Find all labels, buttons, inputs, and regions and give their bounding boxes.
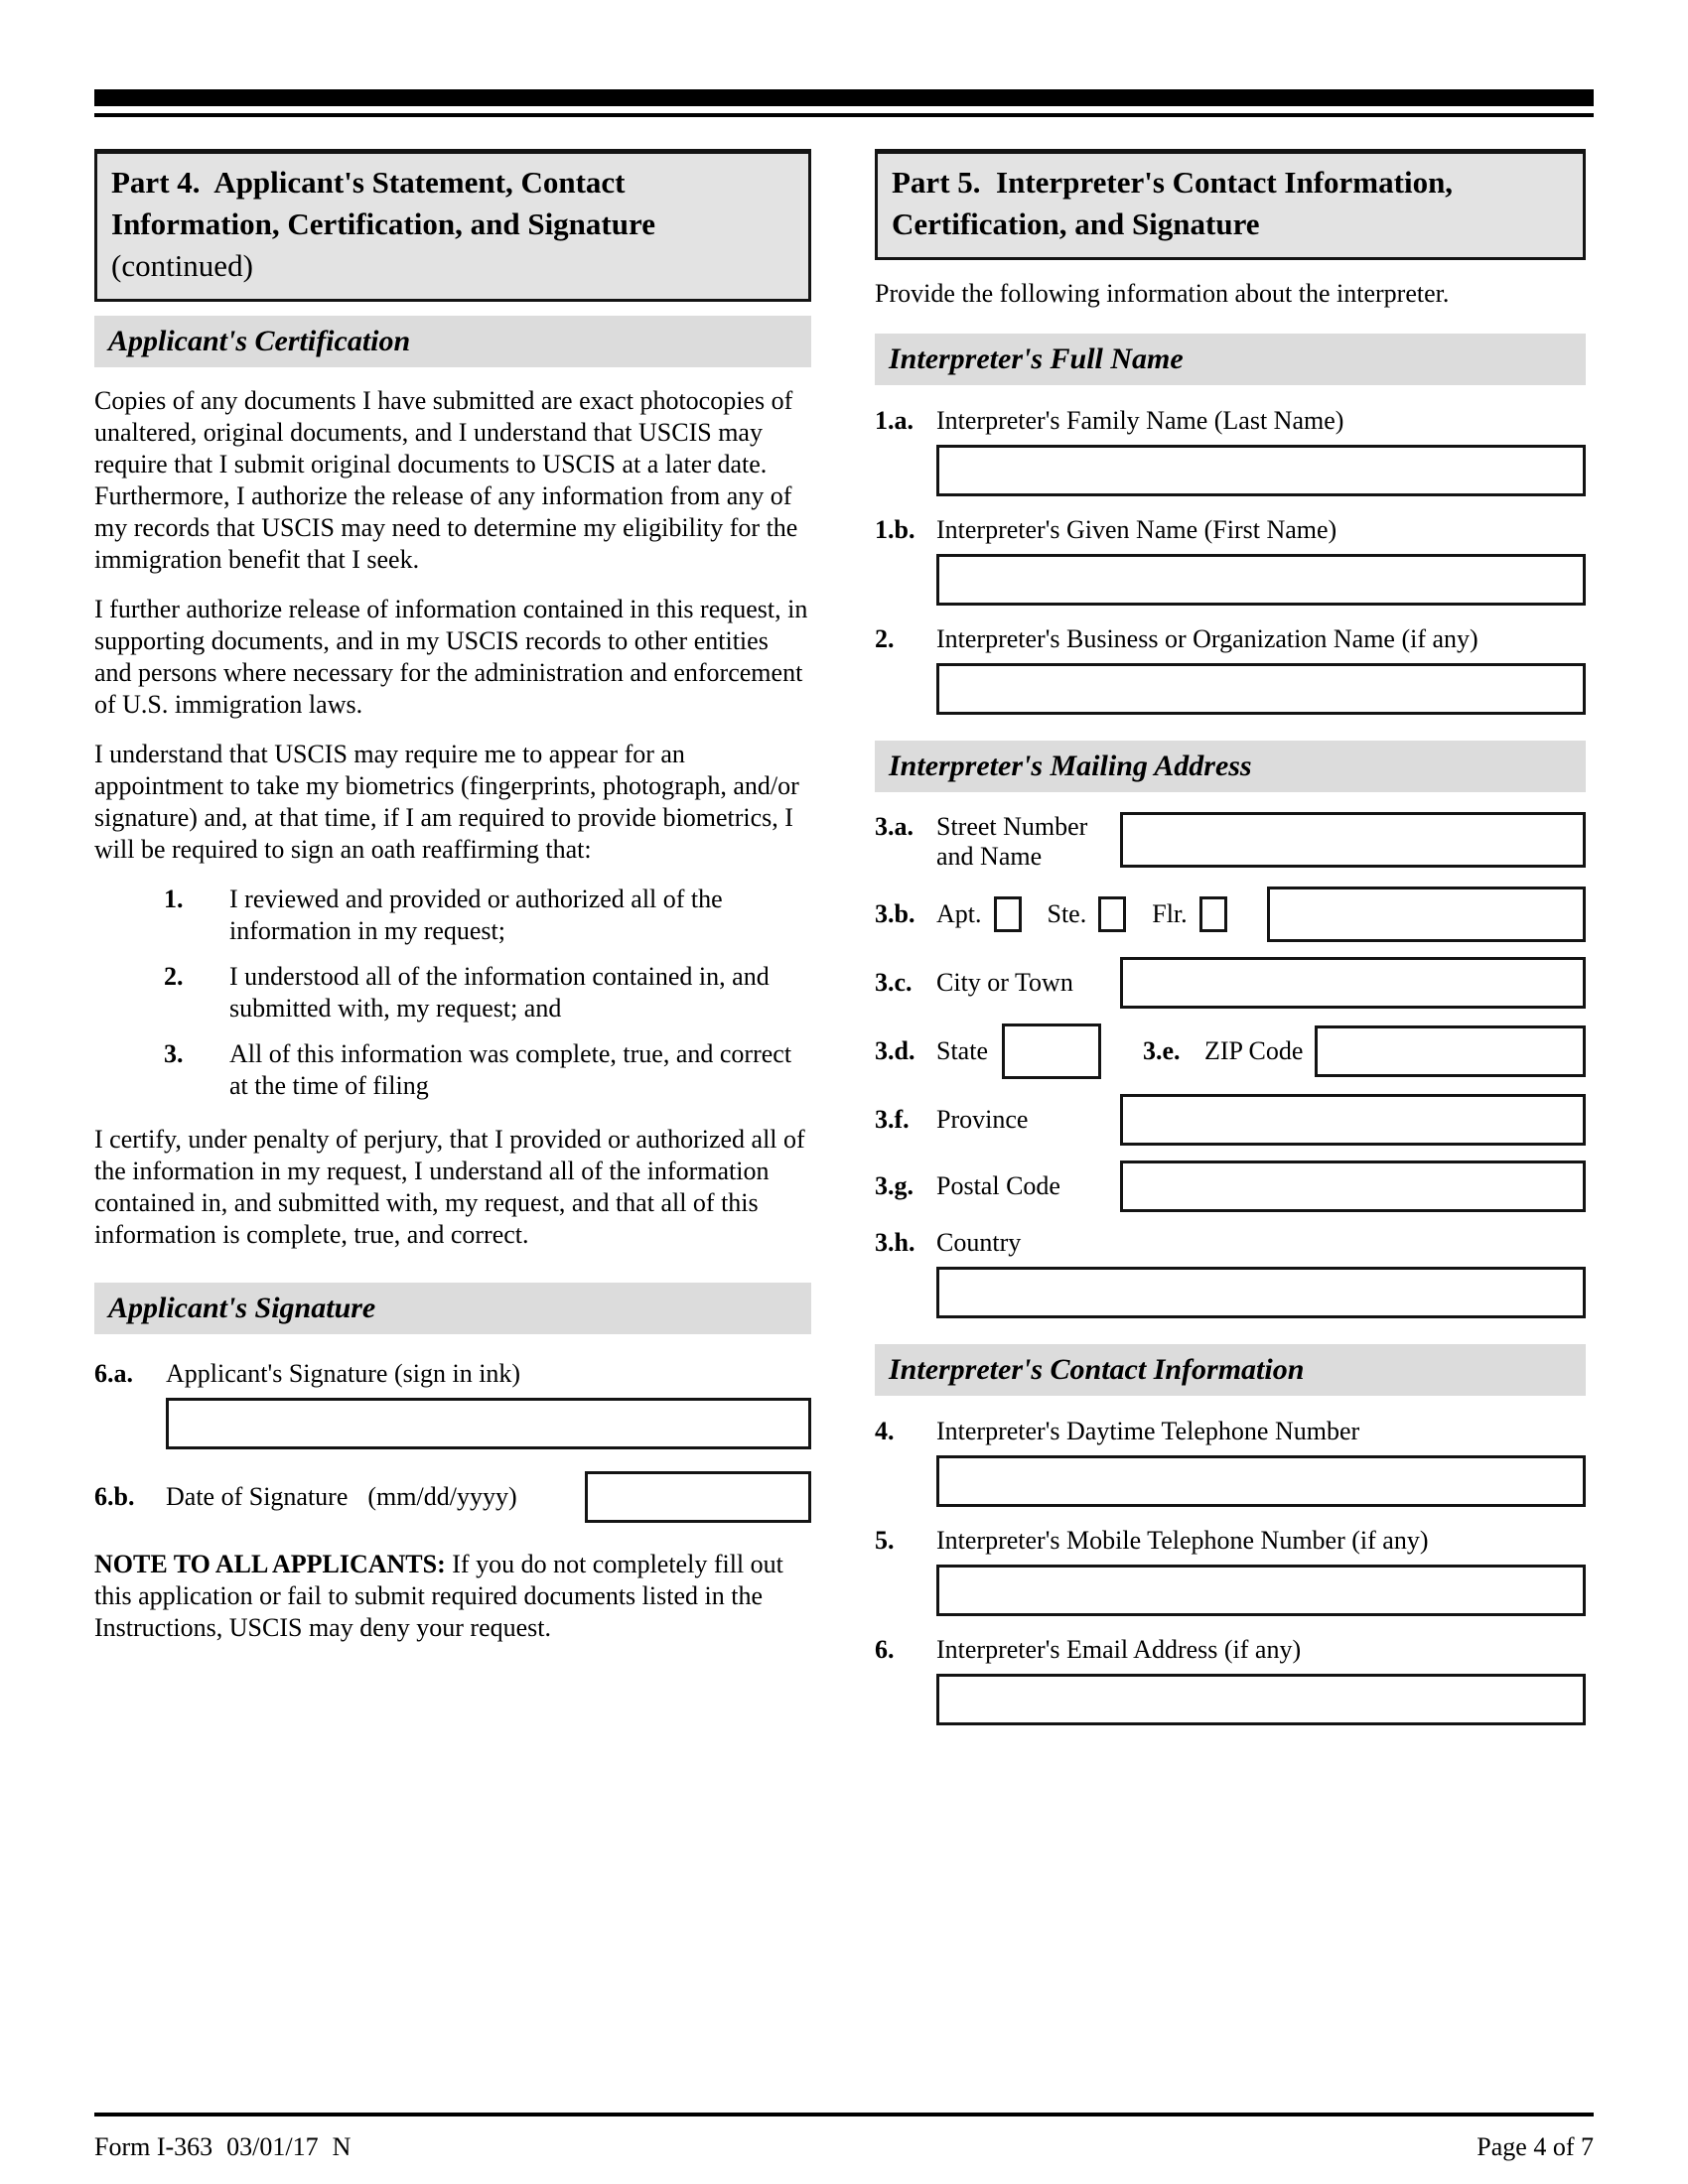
field-6b-row (94, 1471, 811, 1523)
flr-label: Flr. (1152, 899, 1188, 928)
country-input[interactable] (936, 1267, 1586, 1318)
footer-edition-date: 03/01/17 (226, 2132, 319, 2161)
field-3a-row (875, 812, 1586, 872)
part4-header (94, 149, 811, 302)
part4-continued: (continued) (111, 248, 253, 283)
oath-item-3-number: 3. (164, 1039, 184, 1068)
field-1b-row (875, 514, 1586, 546)
field-6a-row (94, 1358, 811, 1390)
field-3c-row (875, 957, 1586, 1009)
certification-paragraph-1: Copies of any documents I have submitted are exact photocopies of unaltered, original documents, and I understand that USCIS may require that I submit original documents to USCIS at a later date. Furthermore, I authorize the release of any information from any of my records that USCIS may need to determine my eligibility for the immigration benefit that I seek. (94, 386, 798, 574)
ste-label: Ste. (1047, 899, 1087, 928)
field-1a-row (875, 405, 1586, 437)
zip-code-input[interactable] (1315, 1025, 1586, 1077)
field-6b-format: (mm/dd/yyyy) (367, 1482, 517, 1511)
field-3e-number: 3.e. (1143, 1036, 1181, 1065)
field-3c-label: City or Town (936, 968, 1073, 997)
interpreters-contact-information-heading: Interpreter's Contact Information (875, 1344, 1586, 1396)
field-3d-number: 3.d. (875, 1036, 915, 1065)
field-4-label: Interpreter's Daytime Telephone Number (936, 1417, 1360, 1445)
note-lead: NOTE TO ALL APPLICANTS: (94, 1550, 446, 1578)
applicants-signature-heading: Applicant's Signature (94, 1283, 811, 1334)
field-3a-number: 3.a. (875, 812, 914, 841)
interpreter-given-name-input[interactable] (936, 554, 1586, 606)
field-3g-number: 3.g. (875, 1171, 914, 1200)
apt-ste-flr-number-input[interactable] (1267, 887, 1586, 942)
apt-label: Apt. (936, 899, 982, 928)
field-6-number: 6. (875, 1635, 895, 1664)
oath-item-1 (94, 884, 811, 947)
city-or-town-input[interactable] (1120, 957, 1586, 1009)
field-3d-label: State (936, 1036, 988, 1065)
field-2-label: Interpreter's Business or Organization Name (if any) (936, 624, 1478, 653)
footer-revision-letter: N (332, 2132, 352, 2161)
flr-checkbox[interactable] (1199, 896, 1227, 932)
oath-item-2 (94, 961, 811, 1024)
field-3h-number: 3.h. (875, 1228, 915, 1257)
certification-paragraph-2: I further authorize release of information contained in this request, in supporting documents, and in my USCIS records to other entities and persons where necessary for the administration and enforcement of U.S. immigration laws. (94, 595, 808, 719)
field-6-row (875, 1634, 1586, 1666)
part5-title: Part 5. Interpreter's Contact Information, Certification, and Signature (892, 165, 1454, 241)
field-3g-row (875, 1160, 1586, 1212)
field-3f-number: 3.f. (875, 1105, 910, 1134)
top-thin-rule (94, 113, 1594, 117)
field-4-row (875, 1416, 1586, 1447)
daytime-telephone-input[interactable] (936, 1455, 1586, 1507)
note-to-applicants (94, 1549, 811, 1644)
oath-item-3 (94, 1038, 811, 1102)
applicant-signature-input[interactable] (166, 1398, 811, 1449)
state-input[interactable] (1002, 1024, 1101, 1079)
field-5-number: 5. (875, 1526, 895, 1555)
street-number-name-input[interactable] (1120, 812, 1586, 868)
part4-title: Part 4. Applicant's Statement, Contact Information, Certification, and Signature (111, 165, 655, 241)
applicants-certification-heading: Applicant's Certification (94, 316, 811, 367)
oath-item-1-number: 1. (164, 885, 184, 913)
field-6-label: Interpreter's Email Address (if any) (936, 1635, 1302, 1664)
field-6b-number: 6.b. (94, 1482, 135, 1511)
certification-paragraph-3: I understand that USCIS may require me to appear for an appointment to take my biometrics (fingerprints, photograph, and/or signature) and, at that time, if I am required to provide biometrics, I will be required to sign an oath reaffirming that: (94, 740, 799, 864)
page-footer (94, 2113, 1594, 2162)
mobile-telephone-input[interactable] (936, 1565, 1586, 1616)
part4-column (94, 149, 811, 1644)
part5-column (875, 149, 1586, 1743)
field-3b-row (875, 887, 1586, 942)
email-address-input[interactable] (936, 1674, 1586, 1725)
province-input[interactable] (1120, 1094, 1586, 1146)
interpreters-full-name-heading: Interpreter's Full Name (875, 334, 1586, 385)
field-3d-3e-row (875, 1024, 1586, 1079)
field-3c-number: 3.c. (875, 968, 913, 997)
apt-checkbox[interactable] (994, 896, 1022, 932)
field-3h-label: Country (936, 1228, 1022, 1257)
field-1a-number: 1.a. (875, 406, 914, 435)
field-3g-label: Postal Code (936, 1171, 1060, 1200)
oath-item-3-text: All of this information was complete, true, and correct at the time of filing (229, 1039, 792, 1100)
field-5-label: Interpreter's Mobile Telephone Number (if any) (936, 1526, 1429, 1555)
postal-code-input[interactable] (1120, 1160, 1586, 1212)
field-6b-label: Date of Signature (166, 1482, 349, 1511)
top-black-bar (94, 89, 1594, 106)
oath-item-2-number: 2. (164, 962, 184, 991)
footer-page-number: Page 4 of 7 (1477, 2132, 1594, 2161)
field-2-row (875, 623, 1586, 655)
certify-paragraph: I certify, under penalty of perjury, that I provided or authorized all of the information in my request, I understand all of the information contained in, and submitted with, my request, and that all of this information is complete, true, and correct. (94, 1125, 805, 1249)
interpreter-business-name-input[interactable] (936, 663, 1586, 715)
footer-form-info (94, 2132, 364, 2162)
field-5-row (875, 1525, 1586, 1557)
part5-header (875, 149, 1586, 260)
interpreter-family-name-input[interactable] (936, 445, 1586, 496)
field-3e-label: ZIP Code (1204, 1036, 1304, 1065)
field-2-number: 2. (875, 624, 895, 653)
date-of-signature-input[interactable] (585, 1471, 811, 1523)
oath-item-2-text: I understood all of the information contained in, and submitted with, my request; and (229, 962, 770, 1023)
field-1b-number: 1.b. (875, 515, 915, 544)
field-3b-number: 3.b. (875, 899, 915, 928)
part5-intro: Provide the following information about the interpreter. (875, 279, 1450, 308)
ste-checkbox[interactable] (1098, 896, 1126, 932)
field-6a-number: 6.a. (94, 1359, 133, 1388)
field-3h-row (875, 1227, 1586, 1259)
note-text: If you do not completely fill out this application or fail to submit required documents listed in the Instructions, USCIS may deny your request. (94, 1550, 783, 1642)
oath-item-1-text: I reviewed and provided or authorized all of the information in my request; (229, 885, 723, 945)
field-1b-label: Interpreter's Given Name (First Name) (936, 515, 1337, 544)
field-3f-label: Province (936, 1105, 1029, 1134)
field-1a-label: Interpreter's Family Name (Last Name) (936, 406, 1344, 435)
field-4-number: 4. (875, 1417, 895, 1445)
footer-form-number: Form I-363 (94, 2132, 213, 2161)
field-3f-row (875, 1094, 1586, 1146)
field-3a-label: Street Number and Name (936, 812, 1088, 871)
field-6a-label: Applicant's Signature (sign in ink) (166, 1359, 521, 1388)
interpreters-mailing-address-heading: Interpreter's Mailing Address (875, 741, 1586, 792)
